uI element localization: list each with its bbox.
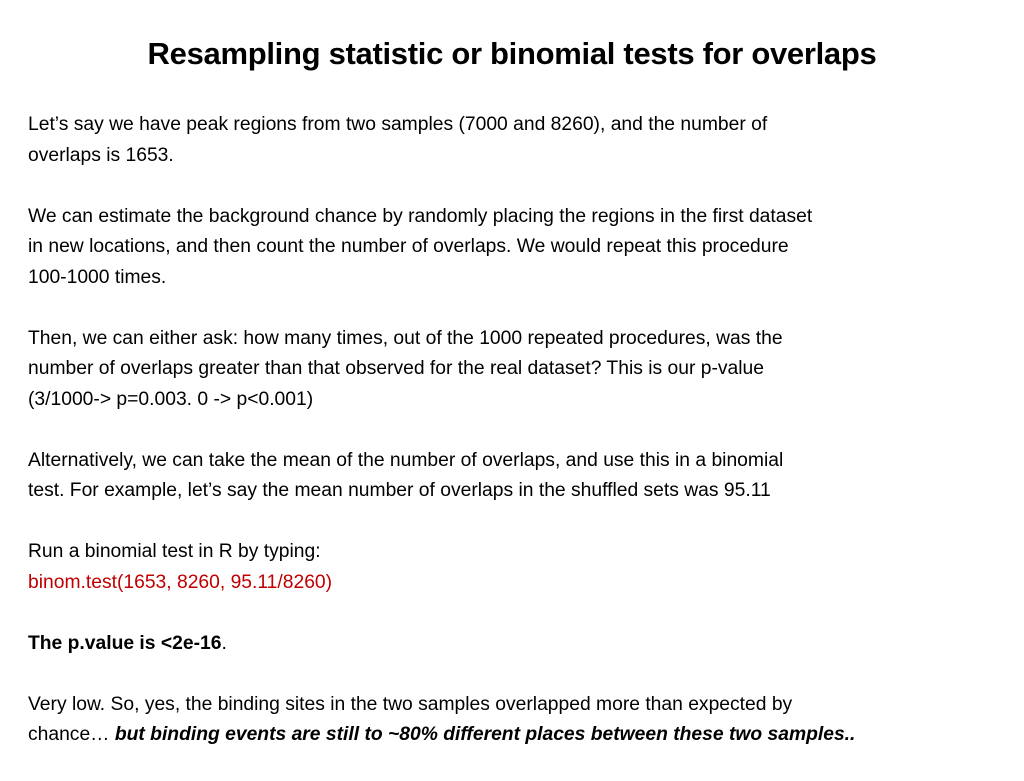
p-value-result-bold: The p.value is <2e-16 bbox=[28, 632, 222, 654]
text-line: Alternatively, we can take the mean of the number of overlaps, and use this in a binomial bbox=[28, 449, 784, 471]
text-line bbox=[28, 629, 1003, 660]
paragraph-background-chance bbox=[28, 202, 1003, 294]
paragraph-p-value-result bbox=[28, 629, 1003, 660]
paragraph-peak-regions bbox=[28, 110, 1003, 171]
slide-title: Resampling statistic or binomial tests for overlaps bbox=[147, 36, 877, 71]
conclusion-start: chance… bbox=[28, 724, 115, 745]
paragraph-p-value bbox=[28, 324, 1003, 416]
paragraph-binomial-alternative bbox=[28, 446, 1003, 507]
text-line: Run a binomial test in R by typing: bbox=[28, 541, 321, 562]
conclusion-emphasis: but binding events are still to ~80% different places between these two samples.. bbox=[114, 724, 856, 745]
slide-body bbox=[28, 110, 1003, 781]
paragraph-conclusion bbox=[28, 690, 1003, 751]
p-value-result-tail: . bbox=[221, 632, 227, 654]
text-line: in new locations, and then count the number of overlaps. We would repeat this procedure bbox=[28, 236, 789, 257]
text-line: We can estimate the background chance by randomly placing the regions in the first dataset bbox=[28, 205, 813, 227]
text-line: (3/1000-> p=0.003. 0 -> p<0.001) bbox=[28, 388, 314, 410]
text-line: Let’s say we have peak regions from two samples (7000 and 8260), and the number of bbox=[28, 114, 768, 135]
r-code-snippet: binom.test(1653, 8260, 95.11/8260) bbox=[28, 571, 333, 593]
text-line: overlaps is 1653. bbox=[28, 144, 174, 166]
text-line bbox=[28, 720, 1003, 751]
paragraph-r-command bbox=[28, 537, 1003, 598]
text-line: number of overlaps greater than that observed for the real dataset? This is our p-value bbox=[28, 358, 764, 379]
text-line: test. For example, let’s say the mean number of overlaps in the shuffled sets was 95.11 bbox=[28, 480, 771, 501]
text-line: Very low. So, yes, the binding sites in the two samples overlapped more than expected by bbox=[28, 693, 793, 715]
text-line: 100-1000 times. bbox=[28, 266, 167, 288]
text-line: Then, we can either ask: how many times, out of the 1000 repeated procedures, was the bbox=[28, 327, 783, 349]
